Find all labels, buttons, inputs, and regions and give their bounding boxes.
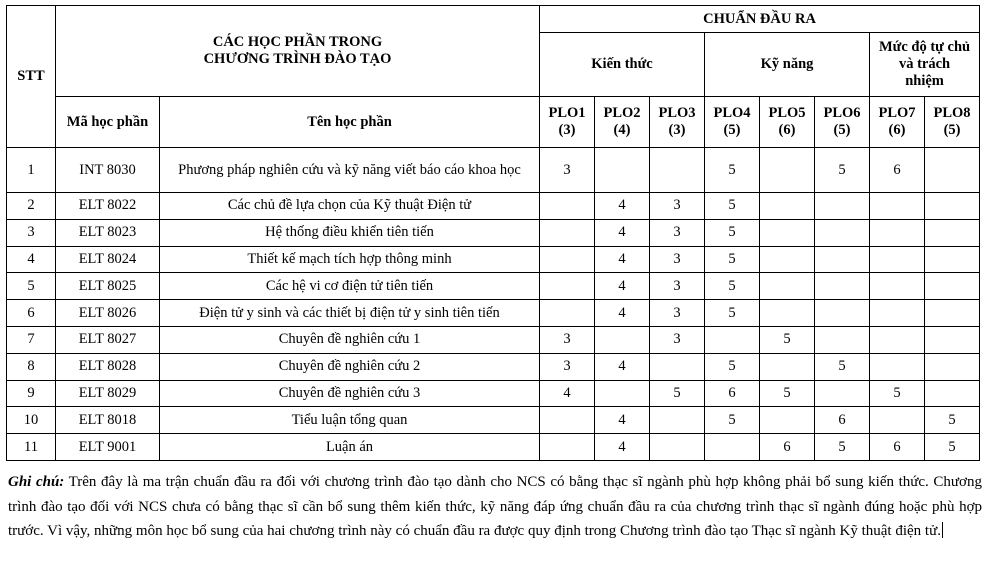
plo-value-cell: 5 bbox=[815, 148, 870, 193]
plo-value-cell bbox=[760, 353, 815, 380]
plo-header: PLO2 (4) bbox=[595, 97, 650, 148]
plo-value-cell bbox=[595, 326, 650, 353]
plo-value-cell: 5 bbox=[870, 380, 925, 407]
course-name: Chuyên đề nghiên cứu 1 bbox=[160, 326, 540, 353]
plo-value-cell: 6 bbox=[705, 380, 760, 407]
row-stt: 6 bbox=[7, 300, 56, 327]
plo-value-cell: 5 bbox=[705, 273, 760, 300]
skills-header: Kỹ năng bbox=[705, 33, 870, 97]
plo-header: PLO5 (6) bbox=[760, 97, 815, 148]
plo-value-cell bbox=[815, 326, 870, 353]
row-stt: 2 bbox=[7, 193, 56, 220]
plo-value-cell: 4 bbox=[595, 407, 650, 434]
plo-value-cell bbox=[540, 300, 595, 327]
row-stt: 3 bbox=[7, 219, 56, 246]
course-name: Điện tử y sinh và các thiết bị điện tử y sinh tiên tiến bbox=[160, 300, 540, 327]
course-code: ELT 8025 bbox=[56, 273, 160, 300]
plo-value-cell bbox=[540, 219, 595, 246]
plo-value-cell: 5 bbox=[705, 219, 760, 246]
course-code: ELT 8028 bbox=[56, 353, 160, 380]
plo-header: PLO7 (6) bbox=[870, 97, 925, 148]
plo-value-cell bbox=[815, 273, 870, 300]
plo-value-cell bbox=[925, 300, 980, 327]
plo-value-cell bbox=[760, 273, 815, 300]
plo-value-cell: 5 bbox=[705, 407, 760, 434]
plo-value-cell bbox=[595, 380, 650, 407]
table-row bbox=[7, 380, 980, 407]
note-text: Trên đây là ma trận chuẩn đầu ra đối với chương trình đào tạo dành cho NCS có bằng thạc sĩ ngành phù hợp không phải bổ sung kiến thức. Chương trình đào tạo đối với NCS chưa có bằng thạc sĩ cần bổ sung thêm kiến thức, kỹ năng đáp ứng chuẩn đầu ra của chương trình thạc sĩ ngành đúng hoặc phù hợp trước. Vì vậy, những môn học bổ sung của hai chương trình này có chuẩn đầu ra được quy định trong Chương trình đào tạo Thạc sĩ ngành Kỹ thuật điện tử. bbox=[8, 474, 982, 539]
course-code: ELT 8026 bbox=[56, 300, 160, 327]
plo-value-cell: 5 bbox=[815, 434, 870, 461]
autonomy-header: Mức độ tự chủ và trách nhiệm bbox=[870, 33, 980, 97]
course-name-header: Tên học phần bbox=[160, 97, 540, 148]
plo-value-cell: 4 bbox=[595, 219, 650, 246]
row-stt: 9 bbox=[7, 380, 56, 407]
plo-header: PLO1 (3) bbox=[540, 97, 595, 148]
table-row bbox=[7, 407, 980, 434]
course-name: Các hệ vi cơ điện tử tiên tiến bbox=[160, 273, 540, 300]
outcomes-matrix-table bbox=[6, 5, 980, 461]
course-name: Chuyên đề nghiên cứu 3 bbox=[160, 380, 540, 407]
table-row bbox=[7, 219, 980, 246]
table-row bbox=[7, 300, 980, 327]
plo-value-cell: 3 bbox=[650, 326, 705, 353]
row-stt: 8 bbox=[7, 353, 56, 380]
plo-header: PLO3 (3) bbox=[650, 97, 705, 148]
program-courses-header bbox=[56, 6, 540, 97]
plo-value-cell bbox=[815, 246, 870, 273]
course-code: ELT 8024 bbox=[56, 246, 160, 273]
row-stt: 11 bbox=[7, 434, 56, 461]
plo-value-cell bbox=[870, 193, 925, 220]
row-stt: 4 bbox=[7, 246, 56, 273]
table-row bbox=[7, 353, 980, 380]
plo-value-cell: 5 bbox=[760, 326, 815, 353]
plo-value-cell: 6 bbox=[760, 434, 815, 461]
plo-value-cell bbox=[650, 353, 705, 380]
plo-header: PLO6 (5) bbox=[815, 97, 870, 148]
course-code: INT 8030 bbox=[56, 148, 160, 193]
plo-value-cell bbox=[870, 326, 925, 353]
plo-value-cell bbox=[540, 193, 595, 220]
plo-header: PLO8 (5) bbox=[925, 97, 980, 148]
plo-value-cell bbox=[760, 407, 815, 434]
course-code: ELT 8023 bbox=[56, 219, 160, 246]
knowledge-header: Kiến thức bbox=[540, 33, 705, 97]
plo-value-cell bbox=[925, 326, 980, 353]
plo-value-cell: 4 bbox=[595, 246, 650, 273]
plo-value-cell: 3 bbox=[540, 148, 595, 193]
plo-value-cell bbox=[870, 353, 925, 380]
plo-value-cell bbox=[870, 246, 925, 273]
course-code: ELT 8027 bbox=[56, 326, 160, 353]
plo-value-cell: 5 bbox=[705, 353, 760, 380]
course-name: Luận án bbox=[160, 434, 540, 461]
plo-value-cell bbox=[925, 380, 980, 407]
plo-value-cell bbox=[760, 219, 815, 246]
text-cursor bbox=[942, 522, 943, 538]
table-row bbox=[7, 148, 980, 193]
plo-value-cell bbox=[760, 193, 815, 220]
plo-value-cell: 5 bbox=[705, 300, 760, 327]
plo-value-cell: 5 bbox=[650, 380, 705, 407]
plo-value-cell: 4 bbox=[595, 273, 650, 300]
plo-value-cell bbox=[815, 300, 870, 327]
plo-value-cell bbox=[815, 219, 870, 246]
plo-value-cell: 6 bbox=[815, 407, 870, 434]
course-name: Tiểu luận tổng quan bbox=[160, 407, 540, 434]
plo-value-cell: 3 bbox=[650, 219, 705, 246]
plo-value-cell bbox=[925, 246, 980, 273]
plo-value-cell: 5 bbox=[705, 193, 760, 220]
plo-value-cell: 5 bbox=[705, 246, 760, 273]
plo-value-cell bbox=[650, 148, 705, 193]
plo-value-cell bbox=[925, 219, 980, 246]
plo-value-cell: 5 bbox=[760, 380, 815, 407]
stt-header: STT bbox=[7, 6, 56, 148]
plo-value-cell bbox=[705, 326, 760, 353]
plo-value-cell bbox=[815, 380, 870, 407]
plo-value-cell bbox=[870, 219, 925, 246]
course-name: Hệ thống điều khiển tiên tiến bbox=[160, 219, 540, 246]
course-code: ELT 8018 bbox=[56, 407, 160, 434]
plo-value-cell bbox=[650, 407, 705, 434]
course-code: ELT 9001 bbox=[56, 434, 160, 461]
plo-value-cell: 3 bbox=[540, 353, 595, 380]
plo-value-cell bbox=[925, 193, 980, 220]
plo-value-cell bbox=[925, 353, 980, 380]
plo-value-cell: 4 bbox=[595, 353, 650, 380]
plo-value-cell: 6 bbox=[870, 434, 925, 461]
note-label: Ghi chú: bbox=[8, 474, 65, 490]
course-code: ELT 8029 bbox=[56, 380, 160, 407]
plo-value-cell bbox=[760, 246, 815, 273]
course-name: Phương pháp nghiên cứu và kỹ năng viết báo cáo khoa học bbox=[160, 148, 540, 193]
row-stt: 1 bbox=[7, 148, 56, 193]
plo-value-cell: 5 bbox=[925, 434, 980, 461]
program-courses-header-line1: CÁC HỌC PHẦN TRONG bbox=[212, 34, 383, 50]
plo-value-cell bbox=[925, 148, 980, 193]
plo-header: PLO4 (5) bbox=[705, 97, 760, 148]
plo-value-cell: 3 bbox=[650, 300, 705, 327]
course-name: Các chủ đề lựa chọn của Kỹ thuật Điện tử bbox=[160, 193, 540, 220]
course-name: Chuyên đề nghiên cứu 2 bbox=[160, 353, 540, 380]
plo-value-cell: 4 bbox=[595, 193, 650, 220]
plo-value-cell: 3 bbox=[540, 326, 595, 353]
plo-value-cell: 4 bbox=[540, 380, 595, 407]
table-row bbox=[7, 326, 980, 353]
plo-value-cell bbox=[540, 434, 595, 461]
plo-value-cell bbox=[540, 246, 595, 273]
plo-value-cell: 4 bbox=[595, 300, 650, 327]
table-row bbox=[7, 193, 980, 220]
plo-value-cell: 6 bbox=[870, 148, 925, 193]
plo-value-cell bbox=[870, 407, 925, 434]
plo-value-cell: 4 bbox=[595, 434, 650, 461]
plo-value-cell bbox=[815, 193, 870, 220]
plo-value-cell bbox=[650, 434, 705, 461]
plo-value-cell bbox=[705, 434, 760, 461]
plo-value-cell: 5 bbox=[925, 407, 980, 434]
plo-value-cell bbox=[925, 273, 980, 300]
plo-value-cell: 5 bbox=[815, 353, 870, 380]
plo-value-cell bbox=[760, 148, 815, 193]
plo-value-cell: 5 bbox=[705, 148, 760, 193]
course-name: Thiết kế mạch tích hợp thông minh bbox=[160, 246, 540, 273]
program-courses-header-line2: CHƯƠNG TRÌNH ĐÀO TẠO bbox=[203, 51, 392, 67]
row-stt: 5 bbox=[7, 273, 56, 300]
plo-value-cell: 3 bbox=[650, 273, 705, 300]
row-stt: 7 bbox=[7, 326, 56, 353]
plo-value-cell bbox=[760, 300, 815, 327]
plo-value-cell bbox=[595, 148, 650, 193]
plo-value-cell bbox=[870, 300, 925, 327]
row-stt: 10 bbox=[7, 407, 56, 434]
note-paragraph bbox=[8, 470, 982, 544]
plo-value-cell bbox=[870, 273, 925, 300]
outcomes-header: CHUẨN ĐẦU RA bbox=[540, 6, 980, 33]
table-row bbox=[7, 434, 980, 461]
plo-value-cell bbox=[540, 273, 595, 300]
course-code-header: Mã học phần bbox=[56, 97, 160, 148]
plo-value-cell: 3 bbox=[650, 246, 705, 273]
table-row bbox=[7, 273, 980, 300]
plo-value-cell bbox=[540, 407, 595, 434]
table-row bbox=[7, 246, 980, 273]
plo-value-cell: 3 bbox=[650, 193, 705, 220]
course-code: ELT 8022 bbox=[56, 193, 160, 220]
